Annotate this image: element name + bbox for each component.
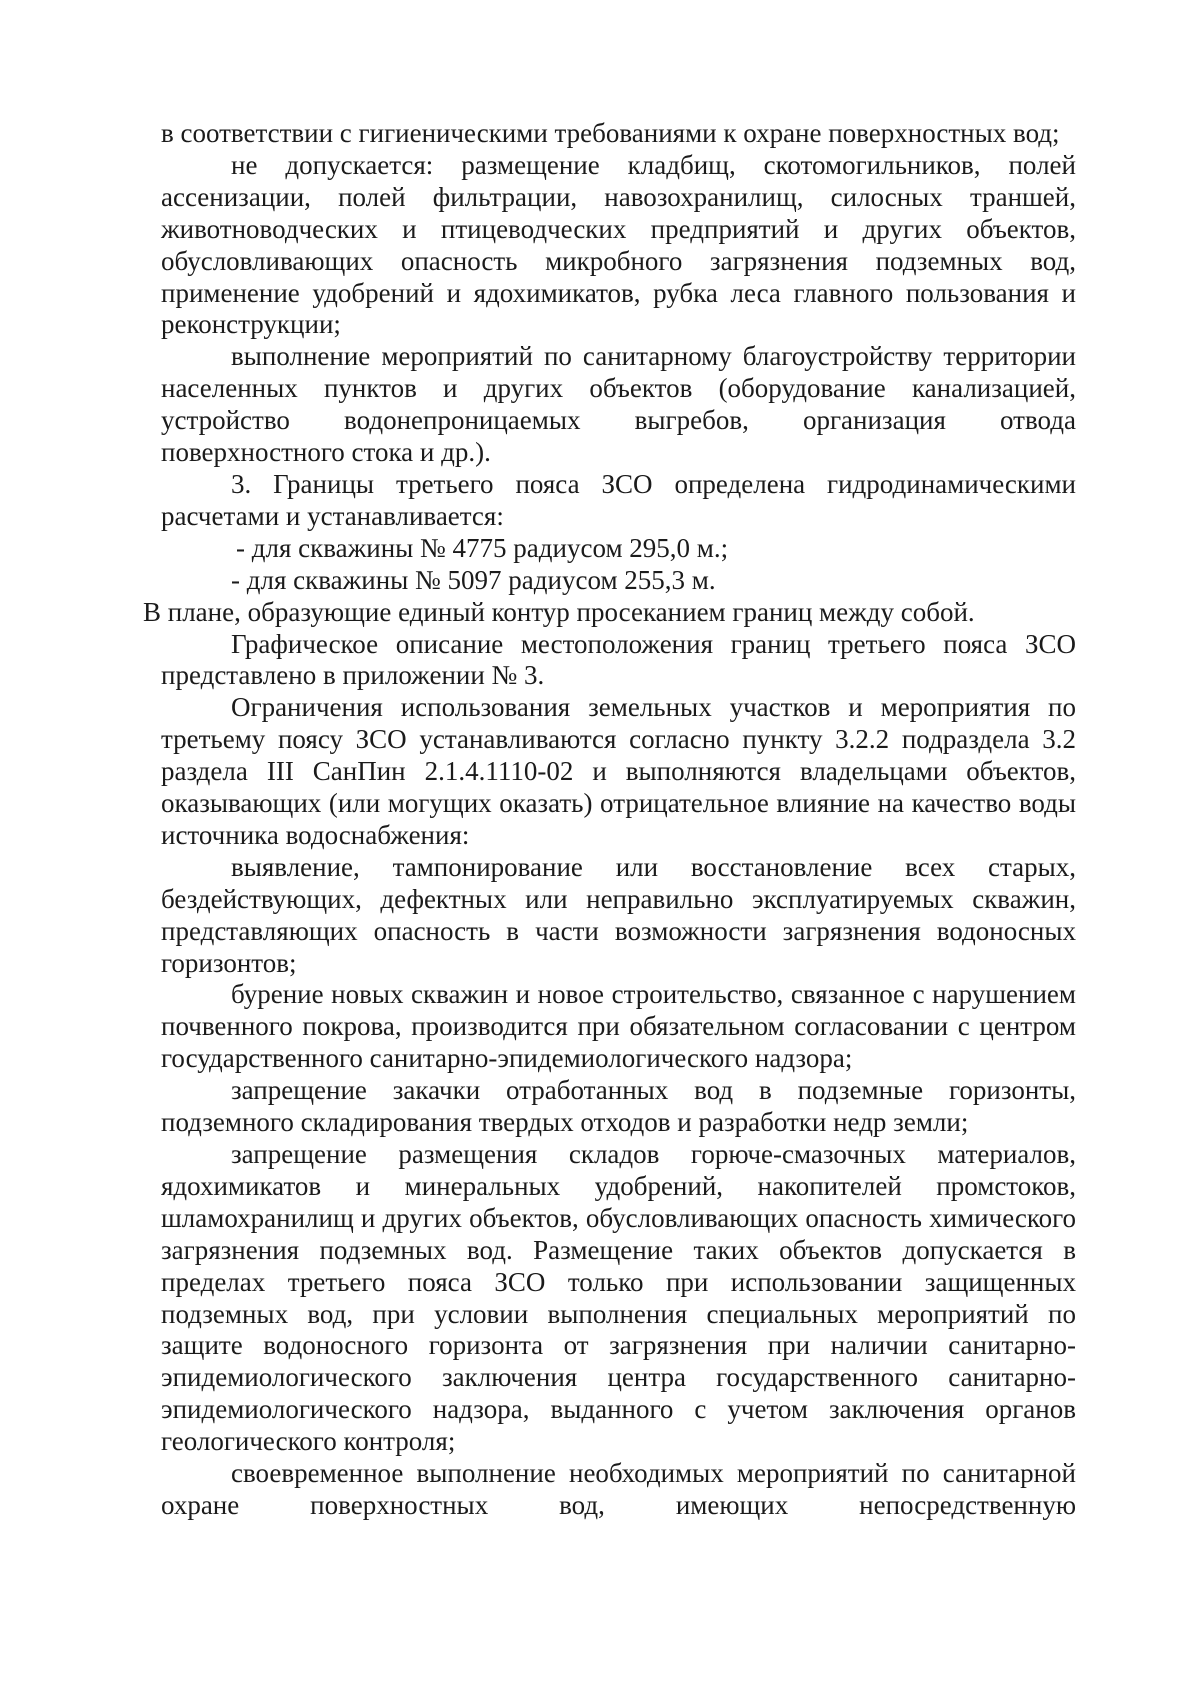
document-body: [143, 118, 1076, 1522]
paragraph-land-use-restrictions: Ограничения использования земельных участков и мероприятия по третьему поясу ЗСО устанавливаются согласно пункту 3.2.2 подраздела 3.2 раздела III СанПин 2.1.4.1110-02 и выполняются владельцами объектов, оказывающих (или могущих оказать) отрицательное влияние на качество воды источника водоснабжения:: [161, 692, 1076, 850]
paragraph-plan-contour: В плане, образующие единый контур просеканием границ между собой.: [143, 596, 975, 627]
list-item-well-4775: - для скважины № 4775 радиусом 295,0 м.;: [236, 532, 729, 563]
paragraph-sanitary-improvement: выполнение мероприятий по санитарному благоустройству территории населенных пунктов и других объектов (оборудование канализацией, устройство водонепроницаемых выгребов, организация отвода поверхностного стока и др.).: [161, 341, 1076, 468]
paragraph-surface-water-requirements: в соответствии с гигиеническими требованиями к охране поверхностных вод;: [161, 118, 1060, 148]
paragraph-prohibitions: не допускается: размещение кладбищ, скотомогильников, полей ассенизации, полей фильтрации, навозохранилищ, силосных траншей, животноводческих и птицеводческих предприятий и других объектов, обусловливающих опасность микробного загрязнения подземных вод, применение удобрений и ядохимикатов, рубка леса главного пользования и реконструкции;: [161, 149, 1076, 340]
paragraph-graphic-description: Графическое описание местоположения границ третьего пояса ЗСО представлено в приложении № 3.: [161, 628, 1076, 691]
paragraph-third-belt-boundaries: 3. Границы третьего пояса ЗСО определена гидродинамическими расчетами и устанавливается:: [161, 468, 1076, 531]
paragraph-wastewater-injection-ban: запрещение закачки отработанных вод в подземные горизонты, подземного складирования твердых отходов и разработки недр земли;: [161, 1075, 1076, 1138]
paragraph-new-wells-drilling: бурение новых скважин и новое строительство, связанное с нарушением почвенного покрова, производится при обязательном согласовании с центром государственного санитарно-эпидемиологического надзора;: [161, 979, 1076, 1074]
paragraph-timely-measures: своевременное выполнение необходимых мероприятий по санитарной охране поверхностных вод, имеющих непосредственную: [161, 1458, 1076, 1520]
paragraph-identify-old-wells: выявление, тампонирование или восстановление всех старых, бездействующих, дефектных или неправильно эксплуатируемых скважин, представляющих опасность в части возможности загрязнения водоносных горизонтов;: [161, 851, 1076, 978]
paragraph-storage-placement-ban: запрещение размещения складов горюче-смазочных материалов, ядохимикатов и минеральных удобрений, накопителей промстоков, шламохранилищ и других объектов, обусловливающих опасность химического загрязнения подземных вод. Размещение таких объектов допускается в пределах третьего пояса ЗСО только при использовании защищенных подземных вод, при условии выполнения специальных мероприятий по защите водоносного горизонта от загрязнения при наличии санитарно-эпидемиологического заключения центра государственного санитарно-эпидемиологического надзора, выданного с учетом заключения органов геологического контроля;: [161, 1139, 1076, 1457]
list-item-well-5097: - для скважины № 5097 радиусом 255,3 м.: [231, 564, 716, 595]
